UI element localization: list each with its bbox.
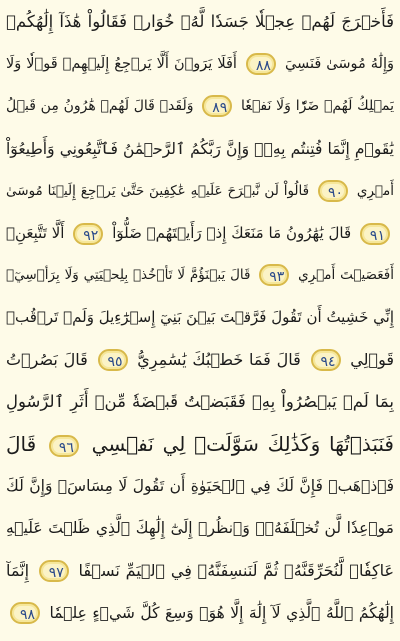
verse-text: وَإِلَٰهُ مُوسَىٰ فَنَسِيَ xyxy=(284,56,394,73)
ayah-number-marker: ٩٤ xyxy=(311,349,341,371)
text-line xyxy=(6,297,394,337)
verse-text: قَالَ xyxy=(6,432,37,456)
verse-text: أَفَلَا يَرَوۡنَ أَلَّا يَرۡجِعُ إِلَيۡهِمۡ قَوۡلٗا وَلَا xyxy=(6,56,237,73)
verse-text: قَالَ يَبۡنَؤُمَّ لَا تَأۡخُذۡ بِلِحۡيَتِي وَلَا بِرَأۡسِيٓۖ xyxy=(6,267,251,284)
verse-text: قَالَ بَصُرۡتُ xyxy=(6,349,88,369)
text-line xyxy=(6,86,394,126)
ayah-number-marker: ٩٠ xyxy=(318,180,348,202)
text-line xyxy=(6,171,394,211)
verse-text: مَوۡعِدٗا لَّن تُخۡلَفَهُۥۖ وَٱنظُرۡ إِلَىٰٓ إِلَٰهِكَ ٱلَّذِي ظَلۡتَ عَلَيۡهِ xyxy=(6,519,394,538)
ayah-number-marker: ٩٨ xyxy=(10,602,40,624)
text-line xyxy=(6,213,394,253)
text-line xyxy=(6,44,394,84)
ayah-number-marker: ٩٥ xyxy=(98,349,128,371)
text-line xyxy=(6,382,394,422)
verse-text: إِنِّي خَشِيتُ أَن تَقُولَ فَرَّقۡتَ بَيۡنَ بَنِيٓ إِسۡرَٰٓءِيلَ وَلَمۡ تَرۡقُبۡ xyxy=(6,308,394,327)
verse-text: وَلَقَدۡ قَالَ لَهُمۡ هَٰرُونُ مِن قَبۡلُ xyxy=(6,98,194,115)
verse-text: يَمۡلِكُ لَهُمۡ ضَرّٗا وَلَا نَفۡعٗا xyxy=(241,98,394,115)
ayah-number-marker: ٨٩ xyxy=(202,95,232,117)
text-line xyxy=(6,2,394,42)
ayah-number-marker: ٩٣ xyxy=(259,264,289,286)
text-line xyxy=(6,593,394,633)
text-line xyxy=(6,551,394,591)
text-line xyxy=(6,129,394,169)
text-line xyxy=(6,508,394,548)
verse-text: قَالُواْ لَن نَّبۡرَحَ عَلَيۡهِ عَٰكِفِينَ حَتَّىٰ يَرۡجِعَ إِلَيۡنَا مُوسَىٰ xyxy=(6,182,310,199)
verse-text: فَٱذۡهَبۡ فَإِنَّ لَكَ فِي ٱلۡحَيَوٰةِ أَن تَقُولَ لَا مِسَاسَۖ وَإِنَّ لَكَ xyxy=(6,477,394,496)
verse-text: يَٰقَوۡمِ إِنَّمَا فُتِنتُم بِهِۦۖ وَإِنَّ رَبَّكُمُ ٱلرَّحۡمَٰنُ فَٱتَّبِعُونِي وَأَطِيعُوٓاْ xyxy=(6,139,394,158)
verse-text: إِلَٰهُكُمُ ٱللَّهُ ٱلَّذِي لَآ إِلَٰهَ إِلَّا هُوَۚ وَسِعَ كُلَّ شَيۡءٍ عِلۡمٗا xyxy=(49,603,394,622)
ayah-number-marker: ٩٢ xyxy=(73,223,103,245)
verse-text: قَوۡلِي xyxy=(350,349,394,369)
ayah-number-marker: ٨٨ xyxy=(246,53,276,75)
verse-text: أَمۡرِي xyxy=(356,182,394,199)
text-line xyxy=(6,340,394,380)
verse-text: أَلَّا تَتَّبِعَنِۖ xyxy=(6,224,65,242)
verse-text: بِمَا لَمۡ يَبۡصُرُواْ بِهِۦ فَقَبَضۡتُ قَبۡضَةٗ مِّنۡ أَثَرِ ٱلرَّسُولِ xyxy=(6,391,394,411)
ayah-number-marker: ٩٦ xyxy=(49,435,79,457)
verse-text: عَاكِفٗاۖ لَّنُحَرِّقَنَّهُۥ ثُمَّ لَنَنسِفَنَّهُۥ فِي ٱلۡيَمِّ نَسۡفًا xyxy=(78,560,394,580)
verse-text: قَالَ يَٰهَٰرُونُ مَا مَنَعَكَ إِذۡ رَأَيۡتَهُمۡ ضَلُّوٓاْ xyxy=(112,224,352,242)
text-line xyxy=(6,255,394,295)
verse-text: قَالَ فَمَا خَطۡبُكَ يَٰسَٰمِرِيُّ xyxy=(137,349,301,369)
verse-text: إِنَّمَآ xyxy=(6,560,30,580)
ayah-number-marker: ٩١ xyxy=(360,223,390,245)
ayah-number-marker: ٩٧ xyxy=(39,560,69,582)
verse-text: فَأَخۡرَجَ لَهُمۡ عِجۡلٗا جَسَدٗا لَّهُۥ خُوَارٞ فَقَالُواْ هَٰذَآ إِلَٰهُكُمۡ xyxy=(6,12,394,31)
text-line xyxy=(6,424,394,464)
text-line xyxy=(6,466,394,506)
verse-text: أَفَعَصَيۡتَ أَمۡرِي xyxy=(298,267,394,284)
verse-text: فَنَبَذۡتُهَا وَكَذَٰلِكَ سَوَّلَتۡ لِي نَفۡسِي xyxy=(91,432,394,456)
